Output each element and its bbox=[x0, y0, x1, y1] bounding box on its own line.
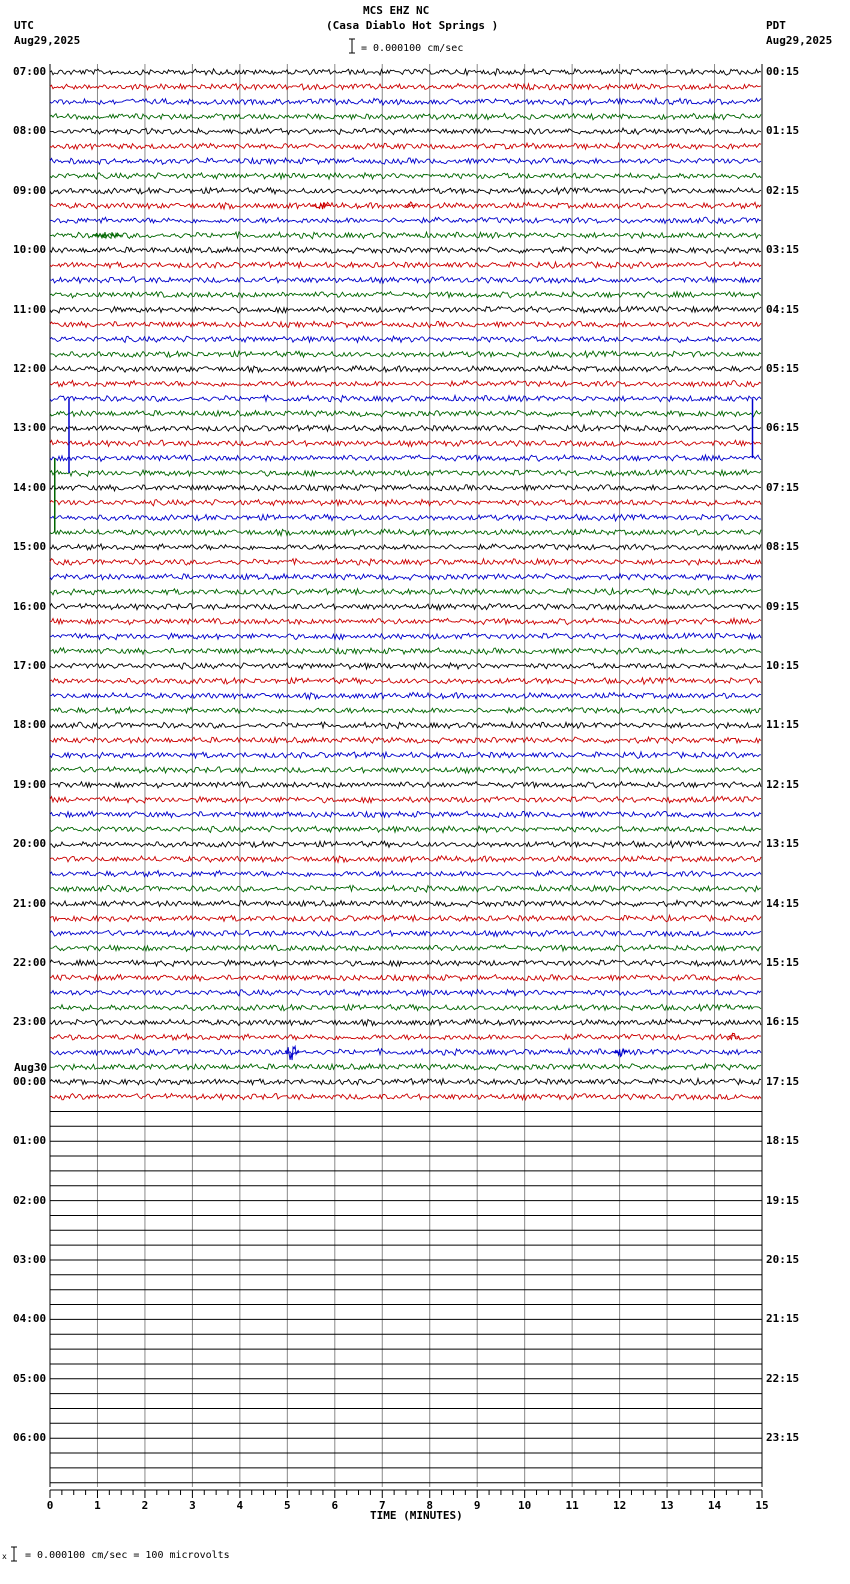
utc-hour-label: 22:00 bbox=[13, 956, 47, 969]
scale-legend: = 0.000100 cm/sec bbox=[361, 43, 464, 54]
x-tick-label-15: 15 bbox=[755, 1499, 769, 1512]
x-tick-label-14: 14 bbox=[707, 1499, 722, 1512]
trace-row-55 bbox=[50, 885, 761, 892]
trace-row-19 bbox=[50, 351, 761, 358]
trace-row-27 bbox=[50, 470, 761, 477]
trace-row-32 bbox=[50, 544, 761, 550]
trace-row-37 bbox=[50, 618, 761, 624]
trace-row-17 bbox=[50, 321, 761, 327]
utc-hour-label: 13:00 bbox=[13, 421, 47, 435]
pdt-hour-label: 21:15 bbox=[766, 1312, 800, 1326]
trace-row-48 bbox=[50, 782, 761, 788]
trace-row-47 bbox=[50, 767, 761, 773]
left-timezone: UTC bbox=[14, 19, 34, 32]
trace-row-43 bbox=[50, 707, 761, 713]
trace-row-6 bbox=[50, 158, 761, 165]
pdt-hour-label: 17:15 bbox=[766, 1074, 800, 1088]
svg-text:x: x bbox=[2, 1552, 7, 1561]
trace-row-29 bbox=[50, 500, 761, 506]
trace-row-3 bbox=[50, 114, 761, 120]
x-tick-label-9: 9 bbox=[473, 1499, 481, 1512]
pdt-hour-label: 22:15 bbox=[766, 1371, 800, 1385]
trace-row-4 bbox=[50, 128, 761, 135]
utc-hour-label: 23:00 bbox=[13, 1015, 47, 1029]
footer-scale-icon bbox=[0, 1546, 20, 1562]
pdt-hour-label: 08:15 bbox=[766, 540, 800, 554]
trace-row-18 bbox=[50, 336, 761, 342]
trace-row-35 bbox=[50, 589, 761, 595]
trace-row-65 bbox=[50, 1034, 761, 1040]
utc-hour-label: 11:00 bbox=[13, 302, 47, 316]
pdt-hour-label: 10:15 bbox=[766, 659, 800, 672]
utc-hour-label: 07:00 bbox=[13, 65, 47, 78]
trace-row-1 bbox=[50, 84, 761, 90]
utc-hour-label: 21:00 bbox=[13, 896, 47, 910]
seismogram-traces bbox=[50, 69, 762, 1483]
trace-row-30 bbox=[50, 514, 761, 521]
trace-row-52 bbox=[50, 841, 761, 848]
trace-row-23 bbox=[50, 410, 761, 416]
trace-row-2 bbox=[50, 98, 761, 105]
utc-hour-label: 02:00 bbox=[13, 1193, 47, 1207]
x-tick-label-12: 12 bbox=[612, 1499, 627, 1512]
trace-row-56 bbox=[50, 900, 761, 906]
utc-hour-label: 03:00 bbox=[13, 1253, 47, 1266]
x-tick-label-2: 2 bbox=[141, 1499, 149, 1512]
trace-row-57 bbox=[50, 915, 761, 921]
trace-row-59 bbox=[50, 945, 761, 951]
trace-row-51 bbox=[50, 826, 761, 832]
pdt-hour-label: 09:15 bbox=[766, 599, 800, 613]
trace-row-0 bbox=[50, 69, 761, 75]
trace-row-34 bbox=[50, 574, 761, 580]
utc-hour-label: 17:00 bbox=[13, 659, 47, 672]
trace-row-33 bbox=[50, 559, 761, 566]
utc-hour-label: 08:00 bbox=[13, 124, 47, 138]
right-date: Aug29,2025 bbox=[766, 34, 833, 47]
trace-row-5 bbox=[50, 143, 761, 149]
trace-row-15 bbox=[50, 292, 761, 298]
pdt-hour-label: 19:15 bbox=[766, 1193, 800, 1207]
utc-hour-label: 15:00 bbox=[13, 540, 47, 554]
pdt-hour-label: 11:15 bbox=[766, 718, 800, 732]
pdt-hour-label: 14:15 bbox=[766, 896, 800, 910]
x-tick-label-1: 1 bbox=[94, 1499, 101, 1512]
trace-row-13 bbox=[50, 262, 761, 268]
trace-row-25 bbox=[50, 440, 761, 446]
trace-row-41 bbox=[50, 678, 761, 685]
pdt-hour-label: 15:15 bbox=[766, 956, 800, 969]
utc-hour-label: 10:00 bbox=[13, 243, 47, 257]
x-tick-label-7: 7 bbox=[378, 1499, 386, 1512]
x-axis-title: TIME (MINUTES) bbox=[370, 1509, 463, 1522]
trace-row-58 bbox=[50, 930, 761, 936]
pdt-hour-label: 00:15 bbox=[766, 65, 800, 78]
trace-row-54 bbox=[50, 871, 761, 877]
trace-row-22 bbox=[50, 395, 761, 402]
utc-hour-label: 18:00 bbox=[13, 718, 47, 732]
trace-row-31 bbox=[50, 529, 761, 536]
right-timezone: PDT bbox=[766, 19, 786, 32]
trace-row-53 bbox=[50, 856, 761, 863]
x-tick-label-6: 6 bbox=[331, 1499, 339, 1512]
trace-row-45 bbox=[50, 737, 761, 743]
pdt-hour-label: 01:15 bbox=[766, 124, 800, 138]
trace-row-62 bbox=[50, 990, 761, 996]
trace-row-8 bbox=[50, 188, 761, 195]
utc-hour-label: 06:00 bbox=[13, 1431, 47, 1445]
trace-row-69 bbox=[50, 1094, 761, 1100]
pdt-hour-label: 13:15 bbox=[766, 837, 800, 851]
trace-row-61 bbox=[50, 975, 761, 981]
pdt-hour-label: 05:15 bbox=[766, 362, 800, 375]
trace-row-40 bbox=[50, 663, 761, 669]
utc-hour-label: 09:00 bbox=[13, 183, 47, 197]
pdt-hour-label: 06:15 bbox=[766, 421, 800, 435]
pdt-hour-label: 02:15 bbox=[766, 183, 800, 197]
trace-row-46 bbox=[50, 752, 761, 759]
footer-scale-legend: = 0.000100 cm/sec = 100 microvolts bbox=[25, 1550, 230, 1561]
trace-row-7 bbox=[50, 173, 761, 179]
pdt-hour-label: 16:15 bbox=[766, 1015, 800, 1029]
x-tick-label-3: 3 bbox=[189, 1499, 196, 1512]
trace-row-63 bbox=[50, 1004, 761, 1011]
pdt-hour-label: 12:15 bbox=[766, 777, 800, 791]
pdt-hour-label: 20:15 bbox=[766, 1253, 800, 1266]
trace-row-67 bbox=[50, 1064, 761, 1070]
utc-hour-label: 00:00 bbox=[13, 1074, 47, 1088]
left-date: Aug29,2025 bbox=[14, 34, 81, 47]
trace-row-14 bbox=[50, 277, 761, 283]
x-tick-label-0: 0 bbox=[46, 1499, 54, 1512]
station-title: MCS EHZ NC bbox=[363, 4, 430, 17]
trace-row-39 bbox=[50, 648, 761, 654]
utc-hour-label: 20:00 bbox=[13, 837, 47, 851]
trace-row-68 bbox=[50, 1079, 761, 1086]
utc-hour-label: 12:00 bbox=[13, 362, 47, 375]
trace-row-44 bbox=[50, 722, 761, 729]
x-tick-label-8: 8 bbox=[426, 1499, 434, 1512]
trace-row-42 bbox=[50, 692, 761, 699]
trace-row-36 bbox=[50, 604, 761, 610]
utc-hour-label: 01:00 bbox=[13, 1134, 47, 1148]
pdt-hour-label: 04:15 bbox=[766, 302, 800, 316]
trace-row-60 bbox=[50, 960, 761, 967]
pdt-hour-label: 23:15 bbox=[766, 1431, 800, 1445]
trace-row-28 bbox=[50, 485, 761, 491]
trace-row-24 bbox=[50, 425, 761, 432]
x-tick-label-13: 13 bbox=[660, 1499, 674, 1512]
utc-hour-label: 16:00 bbox=[13, 599, 47, 613]
date-change-label: Aug30 bbox=[14, 1060, 48, 1074]
station-location: (Casa Diablo Hot Springs ) bbox=[326, 19, 499, 32]
trace-row-16 bbox=[50, 306, 761, 313]
trace-row-49 bbox=[50, 796, 761, 803]
trace-row-26 bbox=[50, 455, 761, 461]
utc-hour-label: 19:00 bbox=[13, 777, 47, 791]
x-tick-label-4: 4 bbox=[236, 1499, 244, 1512]
trace-row-50 bbox=[50, 811, 761, 817]
x-tick-label-10: 10 bbox=[518, 1499, 532, 1512]
x-tick-label-11: 11 bbox=[565, 1499, 579, 1512]
trace-row-11 bbox=[50, 232, 761, 239]
x-tick-label-5: 5 bbox=[284, 1499, 291, 1512]
scale-bar-icon bbox=[349, 38, 354, 54]
pdt-hour-label: 03:15 bbox=[766, 243, 800, 257]
trace-row-21 bbox=[50, 381, 761, 387]
trace-row-38 bbox=[50, 633, 761, 640]
utc-hour-label: 05:00 bbox=[13, 1371, 47, 1385]
pdt-hour-label: 18:15 bbox=[766, 1134, 800, 1148]
trace-row-12 bbox=[50, 247, 761, 253]
trace-row-10 bbox=[50, 217, 761, 223]
utc-hour-label: 14:00 bbox=[13, 480, 47, 494]
pdt-hour-label: 07:15 bbox=[766, 480, 800, 494]
trace-row-66 bbox=[50, 1049, 761, 1056]
vertical-gridlines bbox=[50, 64, 762, 1487]
trace-row-20 bbox=[50, 366, 761, 373]
trace-row-64 bbox=[50, 1019, 761, 1026]
utc-hour-label: 04:00 bbox=[13, 1312, 47, 1326]
